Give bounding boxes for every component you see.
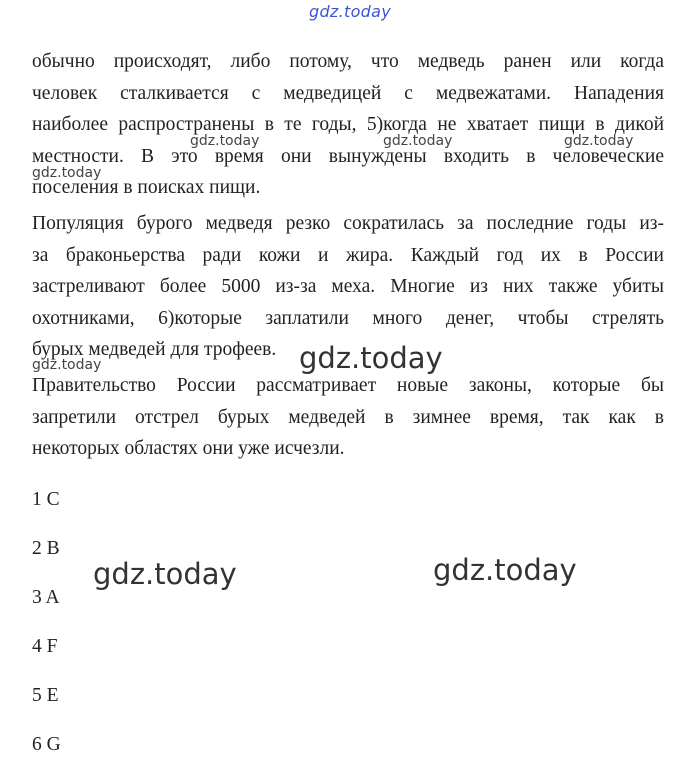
header-watermark: gdz.today [309,2,391,21]
answer-item: 1 C [32,489,60,510]
watermark: gdz.today [93,557,237,591]
text-line: человек сталкивается с медведицей с медвежатами. Нападения [32,82,664,104]
text-line: поселения в поисках пищи. [32,177,261,198]
watermark: gdz.today [564,133,634,149]
answer-item: 4 F [32,636,58,657]
text-line: Правительство России рассматривает новые законы, которые бы [32,375,664,396]
watermark: gdz.today [433,553,577,587]
answer-item: 3 A [32,587,60,608]
text-line: обычно происходят, либо потому, что медведь ранен или когда [32,51,664,72]
watermark: gdz.today [32,357,102,373]
text-line: за браконьерства ради кожи и жира. Каждый год их в России [32,244,664,266]
answer-item: 2 B [32,538,60,559]
text-line: охотниками, 6)которые заплатили много денег, чтобы стрелять [32,307,664,329]
watermark: gdz.today [383,133,453,149]
answer-item: 5 E [32,685,59,706]
text-line: Популяция бурого медведя резко сократилась за последние годы из- [32,213,664,234]
text-line: наиболее распространены в те годы, 5)когда не хватает пищи в дикой [32,114,664,135]
watermark: gdz.today [299,341,443,375]
text-line: бурых медведей для трофеев. [32,339,277,360]
text-line: запретили отстрел бурых медведей в зимнее время, так как в [32,406,664,428]
watermark: gdz.today [32,165,102,181]
text-line: местности. В это время они вынуждены входить в человеческие [32,145,664,167]
text-line: застреливают более 5000 из-за меха. Многие из них также убиты [32,276,664,297]
paragraph-attacks [32,46,664,204]
watermark: gdz.today [190,133,260,149]
answer-item: 6 G [32,734,61,755]
text-line: некоторых областях они уже исчезли. [32,438,345,459]
paragraph-government [32,370,664,465]
